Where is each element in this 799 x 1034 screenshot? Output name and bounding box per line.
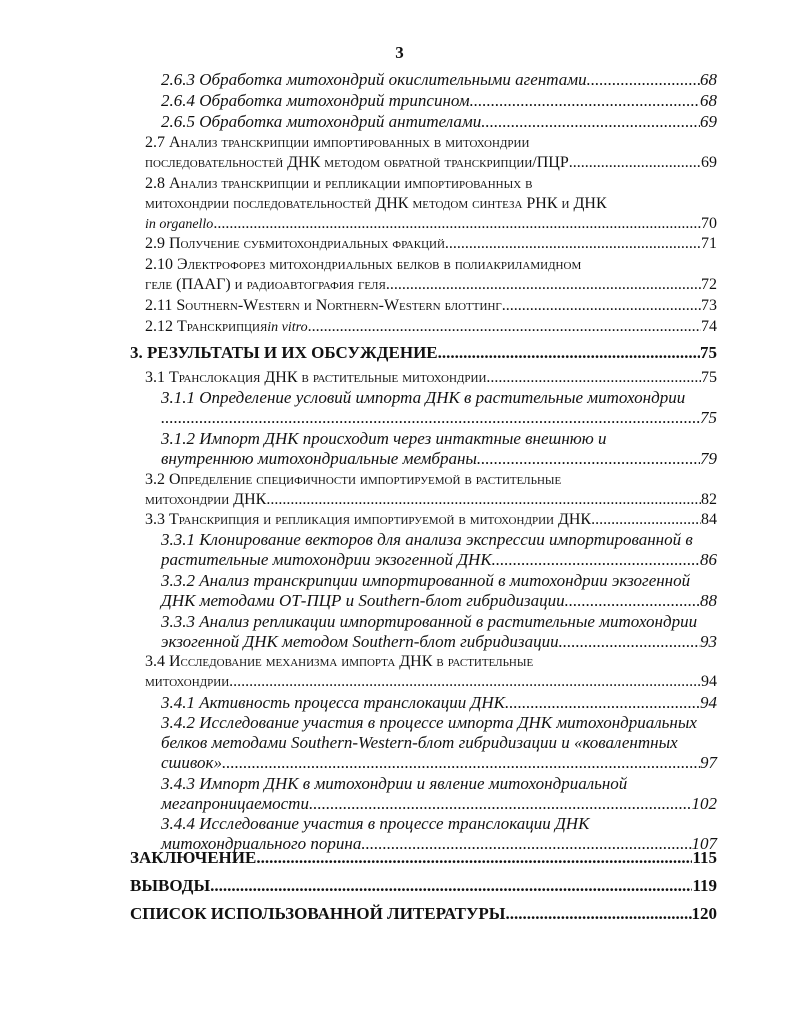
toc-entry-3-3-3 [161,612,717,652]
toc-entry-2-8 [145,174,717,234]
toc-entry-page: 74 [701,318,717,335]
toc-entry-page: 119 [692,876,717,895]
toc-entry-title-line: 3.3.3 Анализ репликации импортированной в растительные митохондрии [161,612,698,631]
toc-entry-page: 75 [701,369,717,386]
toc-entry-title-line: 2.10 Электрофорез митохондриальных белков в полиакриламидном [145,256,582,273]
toc-entry-3-4 [145,652,717,692]
toc-chapter-findings [130,876,717,896]
toc-entry-page: 84 [701,511,717,528]
toc-entry-title-italic: in vitro [267,320,308,335]
toc-entry-page: 94 [700,693,717,712]
toc-entry-2-12 [145,317,717,337]
toc-entry-title-line: геле (ПААГ) и радиоавтография геля [145,276,386,293]
toc-entry-title-line: митохондриального порина [161,834,362,853]
toc-chapter-title: 3. РЕЗУЛЬТАТЫ И ИХ ОБСУЖДЕНИЕ [130,343,438,362]
toc-entry-page: 73 [701,297,717,314]
toc-entry-title-line: митохондрии [145,673,230,690]
toc-entry-3-2 [145,470,717,510]
toc-entry-title: 2.12 Транскрипция [145,318,268,335]
toc-entry-title-line: экзогенной ДНК методом Southern-блот гибридизации [161,632,559,651]
toc-entry-3-4-1 [161,693,717,713]
toc-entry-page: 97 [700,753,717,772]
toc-entry-3-4-2 [161,713,717,773]
toc-chapter-3 [130,343,717,363]
page-number: 3 [395,43,404,62]
toc-entry-2-7 [145,133,717,173]
toc-entry-page: 88 [700,591,717,610]
toc-entry-title: 2.11 Southern-Western и Northern-Western блоттинг [145,297,502,314]
toc-entry-title-line: ДНК методами ОТ-ПЦР и Southern-блот гибридизации [161,591,565,610]
toc-entry-title-line: 2.7 Анализ транскрипции импортированных в митохондрии [145,134,530,151]
toc-entry-page: 93 [700,632,717,651]
toc-entry-page: 75 [700,408,717,427]
toc-entry-title: 2.6.3 Обработка митохондрий окислительными агентами [161,70,587,89]
toc-entry-2-9 [145,234,717,254]
toc-entry-title: 3.3 Транскрипция и репликация импортируемой в митохондрии ДНК.. [145,511,600,528]
toc-entry-title-line: последовательностей ДНК методом обратной транскрипции/ПЦР [145,154,569,171]
toc-entry-title-line: 3.1.2 Импорт ДНК происходит через интактные внешнюю и [161,429,607,448]
toc-entry-title-line: митохондрии ДНК [145,491,267,508]
toc-entry-3-1 [145,368,717,388]
toc-entry-3-4-3 [161,774,717,814]
toc-chapter-conclusion [130,848,717,868]
toc-entry-title: 3.4.1 Активность процесса транслокации ДНК [161,693,505,712]
toc-entry-2-10 [145,255,717,295]
toc-entry-title-line: 3.3.1 Клонирование векторов для анализа экспрессии импортированной в [161,530,693,549]
toc-entry-page: 72 [701,276,717,293]
toc-entry-title-line: внутреннюю митохондриальные мембраны [161,449,477,468]
toc-entry-title: 2.9 Получение субмитохондриальных фракций [145,235,445,252]
toc-entry-page: 69 [700,112,717,131]
toc-entry-title-line: 3.1.1 Определение условий импорта ДНК в растительные митохондрии [161,388,686,407]
toc-entry-title-line: 3.3.2 Анализ транскрипции импортированной в митохондрии экзогенной [161,571,691,590]
toc-entry-title-line: белков методами Southern-Western-блот гибридизации и «ковалентных [161,733,678,752]
toc-entry-page: 68 [700,91,717,110]
toc-entry-title-line: 3.4 Исследование механизма импорта ДНК в растительные [145,653,534,670]
toc-entry-3-3 [145,510,717,530]
toc-entry-page: 86 [700,550,717,569]
toc-entry-page: 69 [701,154,717,171]
toc-entry-page: 94 [701,673,717,690]
toc-entry-2-6-4 [161,91,717,111]
toc-entry-2-6-3 [161,70,717,90]
toc-entry-title-line: 3.4.4 Исследование участия в процессе транслокации ДНК [161,814,590,833]
toc-entry-page: 82 [701,491,717,508]
toc-entry-page: 107 [691,834,717,853]
toc-entry-title: 2.6.4 Обработка митохондрий трипсином [161,91,470,110]
toc-chapter-title: ВЫВОДЫ [130,876,211,895]
toc-entry-title-line: мегапроницаемости [161,794,309,813]
toc-entry-3-3-1 [161,530,717,570]
toc-entry-3-3-2 [161,571,717,611]
toc-entry-page: 115 [692,848,717,867]
toc-entry-page: 79 [700,449,717,468]
toc-entry-title-line: сшивок» [161,753,222,772]
toc-entry-page: 102 [691,794,717,813]
toc-entry-title-line: 3.2 Определение специфичности импортируемой в растительные [145,471,562,488]
toc-entry-title-line: in organello [145,217,214,232]
toc-entry-2-11 [145,296,717,316]
toc-entry-page: 120 [691,904,717,923]
toc-entry-title-line: растительные митохондрии экзогенной ДНК [161,550,492,569]
toc-entry-title-line: 2.8 Анализ транскрипции и репликации импортированных в [145,175,533,192]
toc-entry-title-line: 3.4.3 Импорт ДНК в митохондрии и явление митохондриальной [161,774,628,793]
toc-chapter-title: СПИСОК ИСПОЛЬЗОВАННОЙ ЛИТЕРАТУРЫ [130,904,506,923]
toc-entry-3-1-2 [161,429,717,469]
toc-entry-title-line: 3.4.2 Исследование участия в процессе импорта ДНК митохондриальных [161,713,697,732]
toc-entry-page: 71 [701,235,717,252]
toc-entry-page: 70 [701,215,717,232]
toc-entry-title: 2.6.5 Обработка митохондрий антителами [161,112,482,131]
toc-entry-title: 3.1 Транслокация ДНК в растительные митохондрии [145,369,487,386]
toc-entry-page: 75 [700,343,717,362]
toc-entry-title-line: митохондрии последовательностей ДНК методом синтеза РНК и ДНК [145,195,607,212]
toc-chapter-title: ЗАКЛЮЧЕНИЕ [130,848,257,867]
toc-entry-3-1-1 [161,388,717,428]
toc-entry-page: 68 [700,70,717,89]
toc-chapter-references [130,904,717,924]
toc-entry-2-6-5 [161,112,717,132]
